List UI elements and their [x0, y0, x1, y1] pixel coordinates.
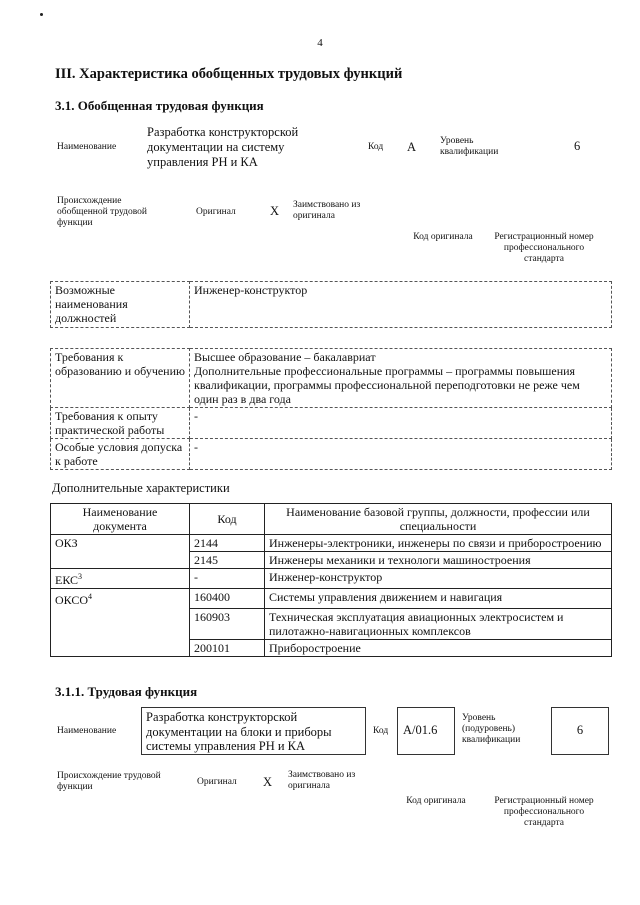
gtf-code-orig-label: Код оригинала: [413, 232, 473, 242]
tf-level-box: [551, 707, 609, 755]
add-code: 160903: [190, 608, 265, 639]
add-doc: [51, 552, 190, 569]
table-row: [51, 608, 612, 639]
requirements-table: [50, 348, 612, 470]
gtf-level-value: 6: [574, 139, 581, 153]
tf-code-label: Код: [373, 726, 389, 736]
add-name: Инженеры механики и технологи машиностроения: [265, 552, 612, 569]
gtf-origin-label: Происхождение обобщенной трудовой функции: [57, 196, 147, 228]
positions-table: [50, 281, 612, 328]
tf-borrowed-label: Заимствовано из оригинала: [288, 770, 356, 791]
tf-heading: 3.1.1. Трудовая функция: [55, 684, 198, 699]
add-code: 2145: [190, 552, 265, 569]
tf-code-value: А/01.6: [403, 723, 438, 737]
additional-caption: Дополнительные характеристики: [52, 481, 230, 495]
table-row: [51, 535, 612, 552]
gtf-borrowed-label: Заимствовано из оригинала: [293, 200, 361, 221]
gtf-original-label: Оригинал: [196, 207, 236, 217]
tf-name-box: [141, 707, 366, 755]
add-doc: [51, 608, 190, 639]
req-education-value: Высшее образование – бакалавриат Дополнительные профессиональные программы – программы повышения квалификации, программы профессиональной переподготовки не реже чем один раз в два года: [190, 349, 612, 408]
add-code: 200101: [190, 639, 265, 656]
gtf-name-label: Наименование: [57, 142, 117, 152]
table-row: [51, 639, 612, 656]
tf-original-mark: Х: [263, 775, 273, 789]
tf-origin-label: Происхождение трудовой функции: [57, 771, 161, 792]
gtf-code-value: А: [407, 140, 417, 154]
add-doc: ОКСО$^4$: [51, 589, 190, 609]
tf-level-value: 6: [576, 723, 584, 737]
tf-original-label: Оригинал: [197, 777, 237, 787]
gtf-code-label: Код: [368, 142, 384, 152]
add-name: Инженер-конструктор: [265, 569, 612, 589]
gtf-reg-number-label: Регистрационный номер профессионального стандарта: [494, 232, 594, 264]
section-title: III. Характеристика обобщенных трудовых функций: [55, 66, 403, 82]
tf-code-orig-label: Код оригинала: [406, 796, 466, 806]
tf-name-label: Наименование: [57, 726, 117, 736]
req-experience-value: -: [190, 408, 612, 439]
add-doc: ЕКС$^3$: [51, 569, 190, 589]
gtf-original-mark: Х: [270, 204, 280, 218]
tf-name-value: Разработка конструкторской документации на блоки и приборы системы управления РН и КА: [146, 710, 332, 753]
positions-label: Возможные наименования должностей: [51, 282, 190, 328]
table-row: [51, 552, 612, 569]
req-conditions-value: -: [190, 439, 612, 470]
gtf-level-label: Уровень квалификации: [440, 136, 499, 157]
page-number: 4: [317, 37, 323, 49]
tf-code-box: [397, 707, 455, 755]
req-experience-label: Требования к опыту практической работы: [51, 408, 190, 439]
positions-value: Инженер-конструктор: [190, 282, 612, 328]
add-name: Инженеры-электроники, инженеры по связи и приборостроению: [265, 535, 612, 552]
req-conditions-label: Особые условия допуска к работе: [51, 439, 190, 470]
add-code: 160400: [190, 589, 265, 609]
add-name: Приборостроение: [265, 639, 612, 656]
tf-level-label: Уровень (подуровень) квалификации: [462, 713, 521, 745]
table-row: [51, 589, 612, 609]
add-doc: ОКЗ: [51, 535, 190, 552]
add-header-doc: Наименование документа: [51, 504, 190, 535]
scan-speck: [40, 13, 43, 16]
add-name: Техническая эксплуатация авиационных электросистем и пилотажно-навигационных комплексов: [265, 608, 612, 639]
add-code: -: [190, 569, 265, 589]
add-header-name: Наименование базовой группы, должности, профессии или специальности: [265, 504, 612, 535]
req-education-label: Требования к образованию и обучению: [51, 349, 190, 408]
add-code: 2144: [190, 535, 265, 552]
add-header-code: Код: [190, 504, 265, 535]
add-doc: [51, 639, 190, 656]
table-row: [51, 569, 612, 589]
gtf-name-value: Разработка конструкторской документации на систему управления РН и КА: [147, 125, 299, 169]
tf-reg-number-label: Регистрационный номер профессионального стандарта: [494, 796, 594, 828]
additional-table: [50, 503, 612, 657]
gtf-heading: 3.1. Обобщенная трудовая функция: [55, 98, 264, 113]
add-name: Системы управления движением и навигация: [265, 589, 612, 609]
